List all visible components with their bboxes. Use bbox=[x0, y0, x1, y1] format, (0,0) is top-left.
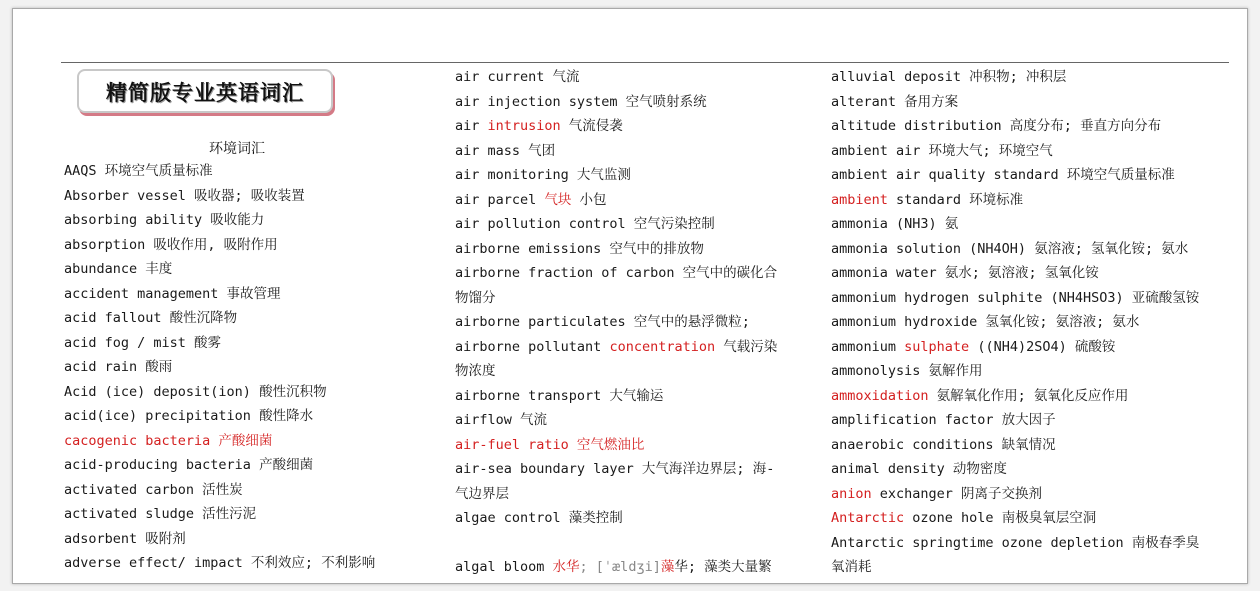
vocab-entry bbox=[455, 139, 815, 164]
entry-text: air injection system 空气喷射系统 bbox=[455, 93, 707, 110]
vocab-entry bbox=[455, 457, 815, 482]
entry-text: ozone hole 南极臭氧层空洞 bbox=[904, 510, 1097, 526]
entry-text: acid-producing bacteria 产酸细菌 bbox=[64, 457, 314, 473]
entry-text: anaerobic conditions 缺氧情况 bbox=[831, 436, 1056, 453]
top-rule bbox=[61, 62, 1229, 63]
entry-text: 气载污染 bbox=[715, 338, 778, 355]
vocab-entry bbox=[831, 188, 1241, 213]
entry-text: airflow 气流 bbox=[455, 412, 548, 428]
vocab-entry bbox=[831, 384, 1241, 409]
vocab-entry bbox=[831, 482, 1241, 507]
entry-text: absorbing ability 吸收能力 bbox=[64, 212, 265, 228]
vocab-entry bbox=[831, 506, 1241, 531]
vocab-entry bbox=[455, 237, 815, 262]
highlighted-text: 藻 bbox=[660, 559, 675, 575]
vocab-entry bbox=[455, 188, 815, 213]
vocab-entry bbox=[455, 384, 815, 409]
vocab-entry bbox=[831, 335, 1241, 360]
entry-text: airborne fraction of carbon 空气中的碳化合 bbox=[455, 265, 778, 281]
vocab-entry bbox=[64, 453, 434, 478]
vocab-entry bbox=[455, 310, 815, 335]
entry-text: ambient air 环境大气; 环境空气 bbox=[831, 142, 1053, 159]
vocab-entry bbox=[831, 90, 1241, 115]
entry-text: acid(ice) precipitation 酸性降水 bbox=[64, 408, 314, 424]
vocab-entry bbox=[831, 237, 1241, 262]
entry-text: adsorbent 吸附剂 bbox=[64, 530, 186, 547]
vocab-entry bbox=[64, 208, 434, 233]
vocab-entry bbox=[831, 65, 1241, 90]
entry-text: 华; 藻类大量繁 bbox=[674, 559, 772, 575]
vocab-entry bbox=[64, 233, 434, 258]
highlighted-text: cacogenic bacteria 产酸细菌 bbox=[64, 432, 273, 449]
entry-text: airborne particulates 空气中的悬浮微粒; bbox=[455, 314, 750, 330]
entry-text: 气流侵袭 bbox=[560, 118, 623, 134]
entry-text: air mass 气团 bbox=[455, 142, 556, 159]
vocab-entry bbox=[64, 551, 434, 576]
entry-text: activated sludge 活性污泥 bbox=[64, 506, 257, 522]
highlighted-text: 水华 bbox=[552, 559, 580, 575]
vocab-entry bbox=[831, 433, 1241, 458]
vocab-entry bbox=[64, 429, 434, 454]
vocab-entry bbox=[64, 527, 434, 552]
vocab-entry bbox=[455, 433, 815, 458]
vocab-entry bbox=[831, 359, 1241, 384]
entry-text: ; [ˈældʒi] bbox=[579, 559, 661, 575]
highlighted-text: air-fuel ratio 空气燃油比 bbox=[455, 436, 645, 453]
entry-text: ammonia solution (NH4OH) 氨溶液; 氢氧化铵; 氨水 bbox=[831, 240, 1189, 257]
entry-text: ammonium hydroxide 氢氧化铵; 氨溶液; 氨水 bbox=[831, 314, 1140, 330]
section-heading: 环境词汇 bbox=[209, 141, 265, 157]
entry-text: animal density 动物密度 bbox=[831, 461, 1007, 477]
vocab-entry bbox=[831, 310, 1241, 335]
vocab-entry bbox=[64, 404, 434, 429]
vocab-entry bbox=[831, 139, 1241, 164]
vocab-entry bbox=[455, 90, 815, 115]
vocab-entry bbox=[64, 380, 434, 405]
entry-text: 氨解氧化作用; 氨氧化反应作用 bbox=[928, 387, 1129, 404]
vocab-entry bbox=[831, 286, 1241, 311]
highlighted-text: 气块 bbox=[544, 191, 572, 208]
vocab-entry bbox=[831, 114, 1241, 139]
entry-text: Absorber vessel 吸收器; 吸收装置 bbox=[64, 187, 305, 204]
entry-text: ambient air quality standard 环境空气质量标准 bbox=[831, 167, 1175, 183]
vocab-entry bbox=[64, 159, 434, 184]
title-box bbox=[77, 69, 333, 113]
vocab-entry bbox=[64, 331, 434, 356]
vocab-entry bbox=[455, 335, 815, 360]
vocab-entry bbox=[455, 65, 815, 90]
vocab-entry bbox=[831, 531, 1241, 556]
vocab-entry bbox=[455, 163, 815, 188]
entry-text: alterant 备用方案 bbox=[831, 93, 959, 110]
entry-text: acid fog / mist 酸雾 bbox=[64, 334, 222, 351]
highlighted-text: anion bbox=[831, 485, 872, 502]
entry-text: adverse effect/ impact 不利效应; 不利影响 bbox=[64, 555, 376, 571]
entry-text: amplification factor 放大因子 bbox=[831, 412, 1056, 428]
vocab-column-1 bbox=[64, 159, 434, 576]
entry-text: altitude distribution 高度分布; 垂直方向分布 bbox=[831, 118, 1162, 134]
vocab-entry bbox=[455, 408, 815, 433]
entry-text: ammonium hydrogen sulphite (NH4HSO3) 亚硫酸氢铵 bbox=[831, 289, 1200, 306]
entry-text: ammonolysis 氨解作用 bbox=[831, 363, 983, 379]
vocab-column-2 bbox=[455, 65, 815, 580]
entry-text: ammonia water 氨水; 氨溶液; 氢氧化铵 bbox=[831, 265, 1099, 281]
vocab-entry bbox=[455, 261, 815, 286]
vocab-entry bbox=[455, 212, 815, 237]
vocab-entry bbox=[831, 555, 1241, 580]
vocab-entry bbox=[831, 163, 1241, 188]
vocab-entry bbox=[64, 257, 434, 282]
entry-text: ammonia (NH3) 氨 bbox=[831, 216, 959, 232]
vocab-entry bbox=[455, 555, 815, 580]
vocab-column-3 bbox=[831, 65, 1241, 580]
entry-text: 小包 bbox=[571, 191, 607, 208]
vocab-entry bbox=[64, 184, 434, 209]
vocab-entry bbox=[455, 286, 815, 311]
entry-text: exchanger 阴离子交换剂 bbox=[871, 485, 1043, 502]
entry-text: algal bloom bbox=[455, 559, 553, 575]
vocab-entry bbox=[455, 482, 815, 507]
entry-text: algae control 藻类控制 bbox=[455, 510, 623, 526]
vocab-entry bbox=[455, 114, 815, 139]
highlighted-text: intrusion bbox=[487, 118, 561, 134]
entry-text: air current 气流 bbox=[455, 69, 580, 85]
entry-text: 气边界层 bbox=[455, 485, 509, 502]
entry-text: 物浓度 bbox=[455, 363, 496, 379]
vocab-entry bbox=[831, 408, 1241, 433]
vocab-entry bbox=[64, 282, 434, 307]
vocab-entry bbox=[455, 506, 815, 531]
entry-text: air pollution control 空气污染控制 bbox=[455, 216, 715, 232]
entry-text: accident management 事故管理 bbox=[64, 285, 281, 302]
entry-text: acid fallout 酸性沉降物 bbox=[64, 310, 238, 326]
document-page bbox=[12, 8, 1248, 584]
entry-text: Antarctic springtime ozone depletion 南极春季臭 bbox=[831, 534, 1200, 551]
entry-text: abundance 丰度 bbox=[64, 261, 173, 277]
entry-text: acid rain 酸雨 bbox=[64, 359, 173, 375]
entry-text: airborne emissions 空气中的排放物 bbox=[455, 240, 704, 257]
highlighted-text: concentration bbox=[609, 338, 716, 355]
highlighted-text: Antarctic bbox=[831, 510, 905, 526]
vocab-entry bbox=[64, 478, 434, 503]
entry-text: air bbox=[455, 118, 488, 134]
vocab-entry bbox=[455, 359, 815, 384]
vocab-entry bbox=[64, 306, 434, 331]
vocab-entry bbox=[64, 502, 434, 527]
entry-text: air monitoring 大气监测 bbox=[455, 167, 631, 183]
vocab-entry bbox=[831, 261, 1241, 286]
entry-text: standard 环境标准 bbox=[887, 191, 1024, 208]
entry-text: alluvial deposit 冲积物; 冲积层 bbox=[831, 69, 1067, 85]
highlighted-text: ambient bbox=[831, 191, 888, 208]
entry-text: airborne pollutant bbox=[455, 338, 610, 355]
entry-text: ((NH4)2SO4) 硫酸铵 bbox=[969, 338, 1116, 355]
vocab-entry bbox=[455, 531, 815, 556]
entry-text: activated carbon 活性炭 bbox=[64, 481, 243, 498]
document-title: 精简版专业英语词汇 bbox=[106, 81, 304, 105]
entry-text: absorption 吸收作用, 吸附作用 bbox=[64, 236, 278, 253]
vocab-entry bbox=[831, 457, 1241, 482]
entry-text: airborne transport 大气输运 bbox=[455, 387, 664, 404]
vocab-entry bbox=[64, 355, 434, 380]
entry-text: air-sea boundary layer 大气海洋边界层; 海- bbox=[455, 461, 775, 477]
highlighted-text: ammoxidation bbox=[831, 387, 929, 404]
vocab-entry bbox=[831, 212, 1241, 237]
entry-text: 物馏分 bbox=[455, 289, 496, 306]
entry-text: Acid (ice) deposit(ion) 酸性沉积物 bbox=[64, 383, 327, 400]
entry-text: ammonium bbox=[831, 338, 905, 355]
entry-text: 氧消耗 bbox=[831, 559, 872, 575]
highlighted-text: sulphate bbox=[904, 338, 970, 355]
entry-text: AAQS 环境空气质量标准 bbox=[64, 163, 213, 179]
entry-text: air parcel bbox=[455, 191, 545, 208]
